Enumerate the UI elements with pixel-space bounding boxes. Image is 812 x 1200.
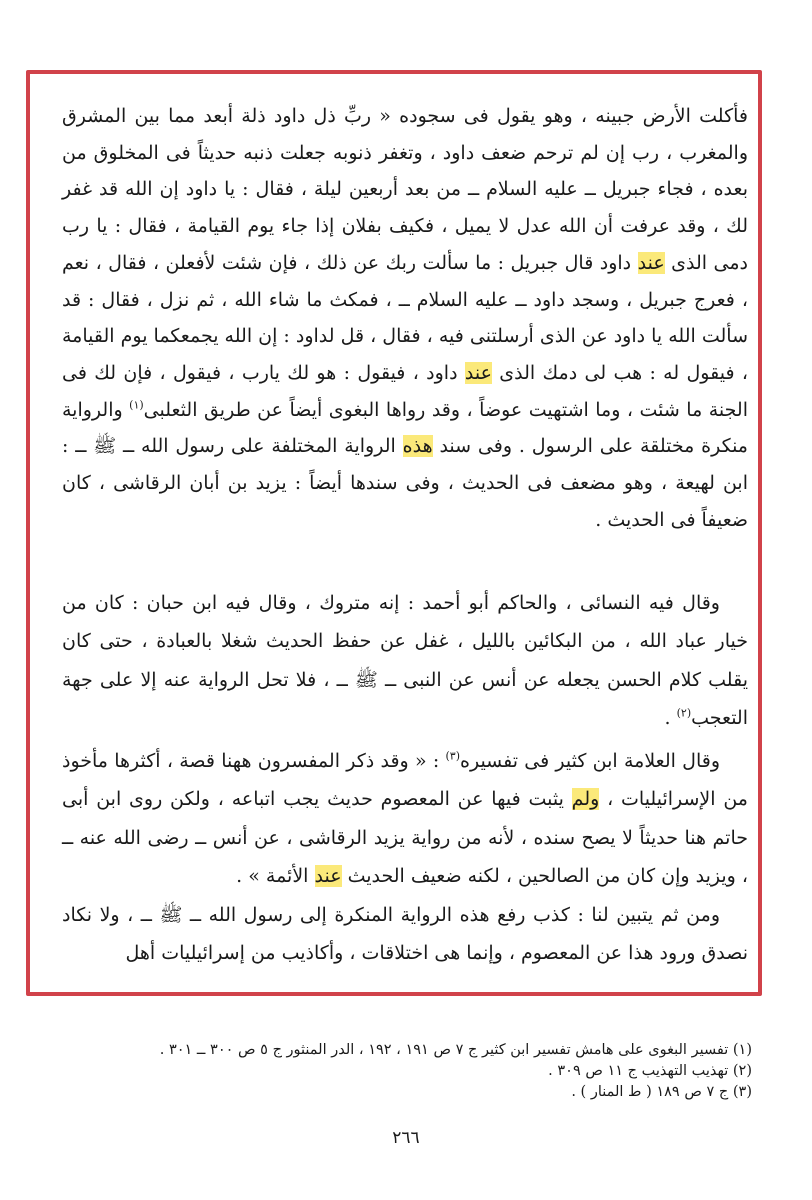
footnote-2: (٢) تهذيب التهذيب ج ١١ ص ٣٠٩ . — [548, 1063, 752, 1079]
highlighted-word: عند — [637, 251, 665, 274]
text-run: الرواية المختلفة على رسول الله ــ ﷺ ــ : ابن لهيعة ، وهو مضعف فى الحديث ، وفى سندها أيضاً : يزيد بن أبان الرقاشى ، كان ضعيفاً فى الحديث . — [62, 435, 748, 531]
footnote-1: (١) تفسير البغوى على هامش تفسير ابن كثير ج ٧ ص ١٩١ ، ١٩٢ ، الدر المنثور ج ٥ ص ٣٠٠ ــ ٣٠١ . — [159, 1042, 752, 1058]
text-run: داود ، فيقول : هو لك يارب ، فيقول ، فإن لك فى الجنة ما شئت ، وما اشتهيت عوضاً ، وقد رواها البغوى أيضاً عن طريق الثعلبى — [62, 361, 748, 421]
text-run: وقال فيه النسائى ، والحاكم أبو أحمد : إنه متروك ، وقال فيه ابن حبان : كان من خيار عباد الله ، من البكائين بالليل ، غفل عن حفظ الحديث شغلا بالعبادة ، حتى كان يقلب كلام الحسن يجعله عن أنس عن النبى ــ ﷺ ــ ، فلا تحل الرواية عنه إلا على جهة التعجب — [62, 592, 748, 729]
paragraph-text — [62, 896, 748, 972]
paragraph-1 — [62, 98, 748, 538]
text-run: وقال العلامة ابن كثير فى تفسيره — [460, 750, 720, 772]
paragraph-text — [62, 742, 748, 895]
page-number: ٢٦٦ — [392, 1128, 420, 1148]
paragraph-text — [62, 584, 748, 737]
footnote-3: (٣) ج ٧ ص ١٨٩ ( ط المنار ) . — [571, 1084, 752, 1100]
footnote-ref: (١) — [129, 398, 144, 412]
paragraph-text — [62, 98, 748, 538]
footnote-ref: (٢) — [676, 706, 692, 720]
highlighted-word: عند — [314, 864, 342, 887]
text-run: : « وقد ذكر المفسرون ههنا قصة ، أكثرها مأخوذ من الإسرائيليات ، — [62, 750, 748, 811]
text-run: والرواية منكرة مختلقة على الرسول . وفى سند — [62, 398, 748, 458]
footnote-ref: (٣) — [445, 749, 460, 763]
text-run: يثبت فيها عن المعصوم حديث يجب اتباعه ، ولكن روى ابن أبى حاتم هنا حديثاً لا يصح سنده ، لأنه من رواية يزيد الرقاشى ، عن أنس ــ رضى الله عنه ــ ، ويزيد وإن كان من الصالحين ، لكنه ضعيف الحديث — [62, 788, 748, 887]
paragraph-3 — [62, 742, 748, 895]
text-run: داود قال جبريل : ما سألت ربك عن ذلك ، فإن شئت لأفعلن ، فقال ، نعم ، فعرج جبريل ، وسجد داود ــ عليه السلام ــ ، فمكث ما شاء الله ، ثم نزل ، فقال : قد سألت الله يا داود عن الذى أرسلتنى فيه ، فقال ، قل لداود : إن الله يجمعكما يوم القيامة ، فيقول له : هب لى دمك الذى — [62, 251, 748, 384]
highlighted-word: ولم — [571, 788, 600, 811]
text-run: فأكلت الأرض جبينه ، وهو يقول فى سجوده « ربِّ ذل داود ذلة أبعد مما بين المشرق والمغرب ، رب إن لم ترحم ضعف داود ، وتغفر ذنوبه جعلت ذنبه حديثاً فى المخلوق من بعده ، فجاء جبريل ــ عليه السلام ــ من بعد أربعين ليلة ، فقال : يا داود إن الله قد غفر لك ، وقد عرفت أن الله عدل لا يميل ، فكيف بفلان إذا جاء يوم القيامة ، فقال : يا رب دمى الذى — [62, 105, 748, 274]
text-run: الأئمة » . — [236, 864, 315, 887]
highlighted-word: هذه — [402, 435, 433, 458]
paragraph-4 — [62, 896, 748, 972]
text-run: ومن ثم يتبين لنا : كذب رفع هذه الرواية المنكرة إلى رسول الله ــ ﷺ ــ ، ولا نكاد نصدق ورود هذا عن المعصوم ، وإنما هى اختلاقات ، وأكاذيب من إسرائيليات أهل — [62, 904, 748, 964]
paragraph-2 — [62, 584, 748, 737]
footnotes — [70, 1040, 752, 1103]
text-run: . — [664, 706, 677, 729]
highlighted-word: عند — [464, 361, 492, 384]
